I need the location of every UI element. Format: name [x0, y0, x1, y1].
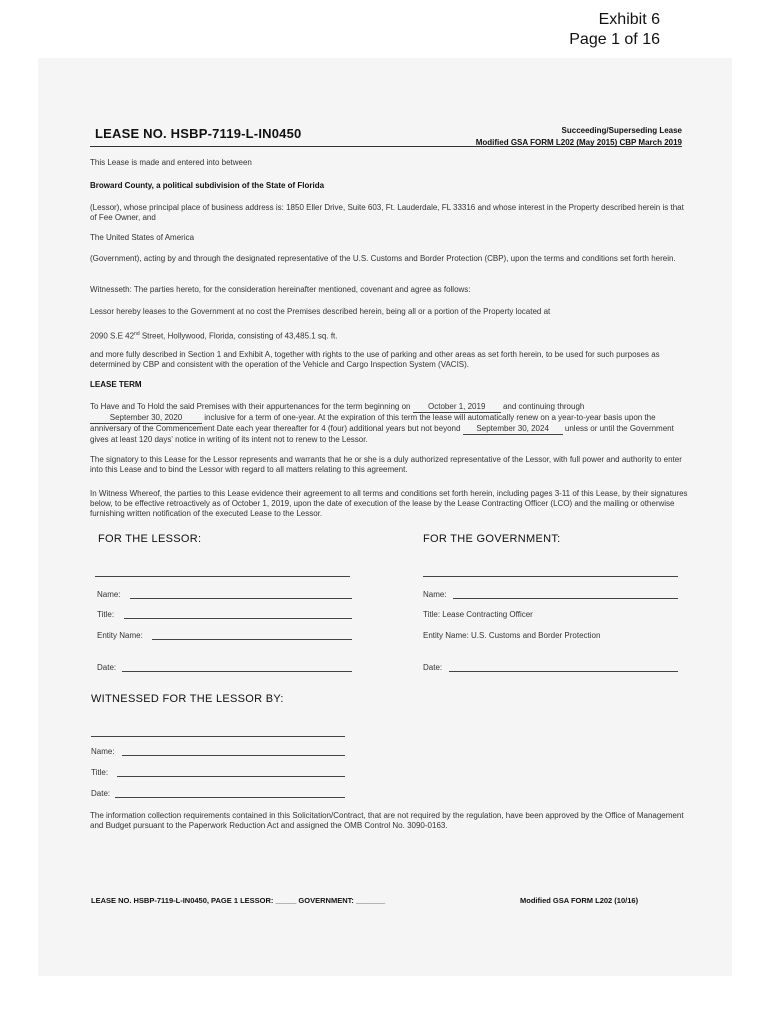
lessor-title-label: Title:	[97, 610, 115, 619]
lessor-description: (Lessor), whose principal place of business address is: 1850 Eller Drive, Suite 603, Ft. Lauderdale, FL 33316 and whose interest in the Property described herein is that of Fee Owner, and	[90, 203, 684, 222]
witness-signature-line	[91, 736, 345, 737]
lessor-name-line	[130, 598, 352, 599]
government-title: Title: Lease Contracting Officer	[423, 610, 533, 619]
term-end-date: September 30, 2020	[90, 413, 202, 424]
lessor-title-line	[124, 618, 352, 619]
intro-text: This Lease is made and entered into between	[90, 158, 252, 167]
lessor-name: Broward County, a political subdivision of the State of Florida	[90, 181, 325, 190]
final-end-date: September 30, 2024	[463, 424, 563, 435]
government-title-value: Lease Contracting Officer	[442, 610, 533, 619]
government-heading: FOR THE GOVERNMENT:	[423, 533, 561, 545]
lessor-date-label: Date:	[97, 663, 117, 672]
lease-term-text: To Have and To Hold the said Premises with their appurtenances for the term beginning on October 1, 2019 and continuing through September 30, 2020 inclusive for a term of one-year. At the expiration of this term the lease will automatically renew on a year-to-year basis upon the anniversary of the Commencement Date each year thereafter for 4 (four) additional years but not beyond September 30, 2024 unless or until the Government gives at least 120 days' notice in writing of its intent not to renew to the Lessor.	[90, 402, 674, 444]
government-signature-line	[423, 576, 678, 577]
government-entity-value: U.S. Customs and Border Protection	[471, 631, 601, 640]
footer-lease-info: LEASE NO. HSBP-7119-L-IN0450, PAGE 1 LESSOR: _____ GOVERNMENT: _______	[91, 896, 386, 905]
lessor-date-line	[122, 671, 352, 672]
witnesseth-text: Witnesseth: The parties hereto, for the consideration hereinafter mentioned, covenant and agree as follows:	[90, 285, 471, 294]
lease-term-heading: LEASE TERM	[90, 380, 142, 389]
witness-name-label: Name:	[91, 747, 115, 756]
government-description: (Government), acting by and through the designated representative of the U.S. Customs and Border Protection (CBP), upon the terms and conditions set forth herein.	[90, 254, 676, 263]
witness-title-line	[117, 776, 345, 777]
government-date-label: Date:	[423, 663, 443, 672]
witness-title-label: Title:	[91, 768, 109, 777]
lease-type: Succeeding/Superseding Lease	[561, 126, 682, 135]
witness-whereof-text: In Witness Whereof, the parties to this Lease evidence their agreement to all terms and conditions set forth herein, including pages 3-11 of this Lease, by their signatures below, to be effective retroactively as of October 1, 2019, upon the date of execution of the lease by the Lease Contracting Officer (LCO) and the mailing or otherwise furnishing written notification of the executed Lease to the Lessor.	[90, 489, 688, 518]
lease-number-title: LEASE NO. HSBP-7119-L-IN0450	[95, 126, 302, 141]
lessor-heading: FOR THE LESSOR:	[98, 533, 202, 545]
government-name-label: Name:	[423, 590, 447, 599]
witness-heading: WITNESSED FOR THE LESSOR BY:	[91, 693, 284, 705]
government-entity: Entity Name: U.S. Customs and Border Protection	[423, 631, 601, 640]
omb-notice: The information collection requirements contained in this Solicitation/Contract, that are not required by the regulation, have been approved by the Office of Management and Budget pursuant to the Paperwork Reduction Act and assigned the OMB Control No. 3090-0163.	[90, 811, 684, 830]
government-name: The United States of America	[90, 233, 195, 242]
signatory-text: The signatory to this Lease for the Lessor represents and warrants that he or she is a duly authorized representative of the Lessor, with full power and authority to enter into this Lease and to bind the Lessor with regard to all matters relating to this agreement.	[90, 455, 682, 474]
witness-name-line	[122, 755, 345, 756]
premises-description: and more fully described in Section 1 and Exhibit A, together with rights to the use of parking and other areas as set forth herein, to be used for such purposes as determined by CBP and consistent with the operation of the Vehicle and Cargo Inspection System (VACIS).	[90, 350, 660, 369]
lessor-name-label: Name:	[97, 590, 121, 599]
property-address: 2090 S.E 42nd Street, Hollywood, Florida, consisting of 43,485.1 sq. ft.	[90, 331, 338, 341]
lease-grant-text: Lessor hereby leases to the Government at no cost the Premises described herein, being all or a portion of the Property located at	[90, 307, 551, 316]
footer-form-version: Modified GSA FORM L202 (10/16)	[520, 896, 639, 905]
header-rule	[90, 146, 682, 147]
lessor-entity-line	[152, 639, 352, 640]
witness-date-line	[115, 797, 345, 798]
exhibit-label	[569, 10, 660, 50]
witness-date-label: Date:	[91, 789, 111, 798]
lessor-signature-line	[95, 576, 350, 577]
term-start-date: October 1, 2019	[413, 402, 501, 413]
government-date-line	[449, 671, 678, 672]
page-count: Page 1 of 16	[569, 31, 660, 48]
lessor-entity-label: Entity Name:	[97, 631, 143, 640]
government-name-line	[453, 598, 678, 599]
exhibit-number: Exhibit 6	[598, 11, 660, 28]
form-name: Modified GSA FORM L202 (May 2015) CBP March 2019	[475, 138, 682, 147]
